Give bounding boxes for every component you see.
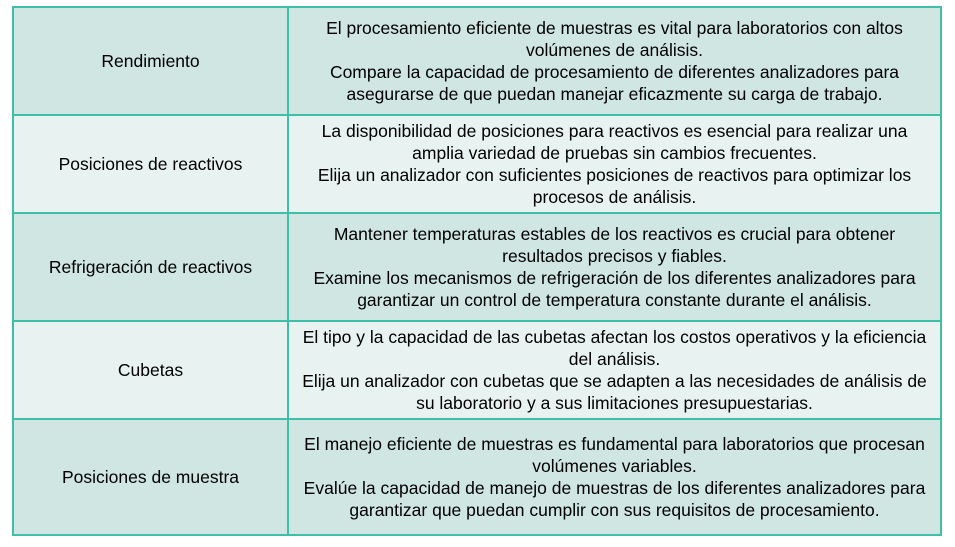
table-row	[13, 213, 941, 321]
comparison-table-container	[12, 6, 942, 536]
description-line: Elija un analizador con suficientes posiciones de reactivos para optimizar los procesos de análisis.	[317, 165, 912, 207]
analyzer-criteria-table	[12, 6, 942, 536]
description-line: El procesamiento eficiente de muestras es vital para laboratorios con altos volúmenes de análisis.	[326, 18, 903, 60]
criterion-label: Posiciones de reactivos	[13, 115, 288, 213]
criterion-label: Posiciones de muestra	[13, 419, 288, 535]
description-line: Evalúe la capacidad de manejo de muestras de los diferentes analizadores para garantizar que puedan cumplir con sus requisitos de procesamiento.	[303, 478, 926, 520]
table-row	[13, 7, 941, 115]
criterion-description	[288, 115, 941, 213]
table-row	[13, 115, 941, 213]
criterion-description	[288, 7, 941, 115]
criterion-description	[288, 321, 941, 419]
criterion-description	[288, 213, 941, 321]
criterion-label: Cubetas	[13, 321, 288, 419]
description-line: Mantener temperaturas estables de los reactivos es crucial para obtener resultados precisos y fiables.	[333, 224, 896, 266]
criterion-description	[288, 419, 941, 535]
description-line: Elija un analizador con cubetas que se adapten a las necesidades de análisis de su laboratorio y a sus limitaciones presupuestarias.	[302, 371, 927, 413]
description-line: El manejo eficiente de muestras es fundamental para laboratorios que procesan volúmenes variables.	[304, 434, 925, 476]
table-row	[13, 321, 941, 419]
criterion-label: Refrigeración de reactivos	[13, 213, 288, 321]
description-line: El tipo y la capacidad de las cubetas afectan los costos operativos y la eficiencia del análisis.	[302, 327, 927, 369]
description-line: Compare la capacidad de procesamiento de diferentes analizadores para asegurarse de que puedan manejar eficazmente su carga de trabajo.	[329, 62, 900, 104]
criterion-label: Rendimiento	[13, 7, 288, 115]
description-line: La disponibilidad de posiciones para reactivos es esencial para realizar una amplia variedad de pruebas sin cambios frecuentes.	[321, 121, 908, 163]
table-row	[13, 419, 941, 535]
description-line: Examine los mecanismos de refrigeración de los diferentes analizadores para garantizar un control de temperatura constante durante el análisis.	[313, 268, 916, 310]
